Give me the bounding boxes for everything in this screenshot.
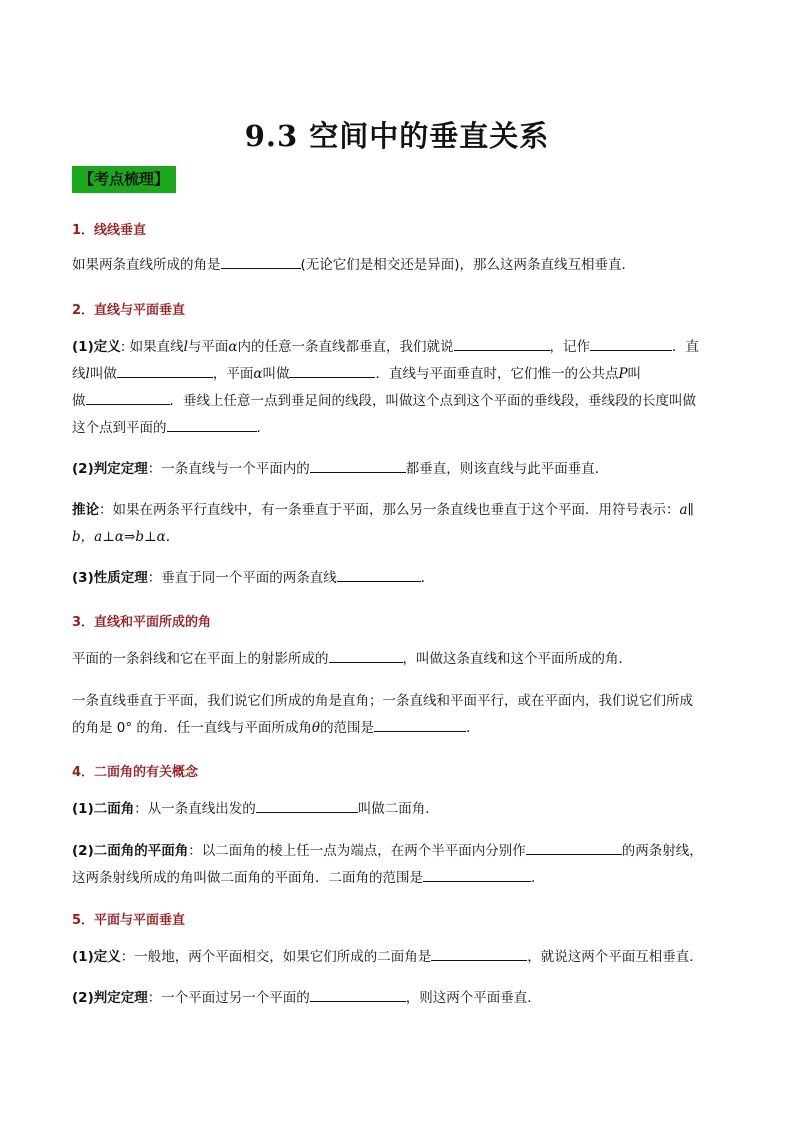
answer-blank <box>590 335 672 351</box>
paragraph-plane-def: (1)定义：一般地，两个平面相交，如果它们所成的二面角是 ，就说这两个平面互相垂直． <box>72 944 724 971</box>
section-tag: 【考点梳理】 <box>72 166 176 193</box>
answer-blank <box>167 416 257 432</box>
paragraph-angle-def: 平面的一条斜线和它在平面上的射影所成的 ，叫做这条直线和这个平面所成的角． <box>72 646 724 673</box>
answer-blank <box>289 362 375 378</box>
page-title: 9.3 空间中的垂直关系 <box>244 119 550 153</box>
paragraph-angle-range: 一条直线垂直于平面，我们说它们所成的角是直角；一条直线和平面平行，或在平面内，我们说它们所成 的角是 0° 的角．任一直线与平面所成角θ的范围是 ． <box>72 693 693 736</box>
section-heading-2: 2．直线与平面垂直 <box>72 303 186 318</box>
paragraph-dihedral: (1)二面角：从一条直线出发的 叫做二面角． <box>72 796 724 823</box>
paragraph-definition: (1)定义: 如果直线l与平面α内的任意一条直线都垂直，我们就说 ，记作 ．直 线l叫做 ，平面α叫做 ．直线与平面垂直时，它们惟一的公共点P叫 做 ．垂线上任意一点到垂足间的线段，叫做这个点到这个平面的垂线段，垂线段的长度叫做 这个点到平面的 ． <box>72 334 724 442</box>
paragraph-plane-angle: (2)二面角的平面角：以二面角的棱上任一点为端点，在两个半平面内分别作 的两条射线， 这两条射线所成的角叫做二面角的平面角．二面角的范围是 ． <box>72 838 724 892</box>
section-heading-1: 1．线线垂直 <box>72 223 147 238</box>
answer-blank <box>256 797 358 813</box>
answer-blank <box>374 716 466 732</box>
answer-blank <box>423 866 531 882</box>
paragraph-1: 如果两条直线所成的角是 (无论它们是相交还是异面)，那么这两条直线互相垂直． <box>72 252 724 279</box>
answer-blank <box>329 647 403 663</box>
section-heading-4: 4．二面角的有关概念 <box>72 765 199 780</box>
answer-blank <box>310 457 406 473</box>
section-heading-3: 3．直线和平面所成的角 <box>72 615 212 630</box>
answer-blank <box>86 389 170 405</box>
answer-blank <box>310 986 406 1002</box>
section-heading-5: 5．平面与平面垂直 <box>72 913 186 928</box>
paragraph-corollary: 推论：如果在两条平行直线中，有一条垂直于平面，那么另一条直线也垂直于这个平面．用符号表示：a∥ b，a⊥α⇒b⊥α. <box>72 502 694 545</box>
answer-blank <box>221 253 301 269</box>
answer-blank <box>454 335 550 351</box>
paragraph-criterion: (2)判定定理：一条直线与一个平面内的 都垂直，则该直线与此平面垂直． <box>72 456 724 483</box>
answer-blank <box>526 839 622 855</box>
answer-blank <box>117 362 213 378</box>
paragraph-property: (3)性质定理：垂直于同一个平面的两条直线 ． <box>72 565 724 592</box>
answer-blank <box>337 566 421 582</box>
paragraph-plane-criterion: (2)判定定理：一个平面过另一个平面的 ，则这两个平面垂直． <box>72 985 724 1012</box>
answer-blank <box>431 945 527 961</box>
